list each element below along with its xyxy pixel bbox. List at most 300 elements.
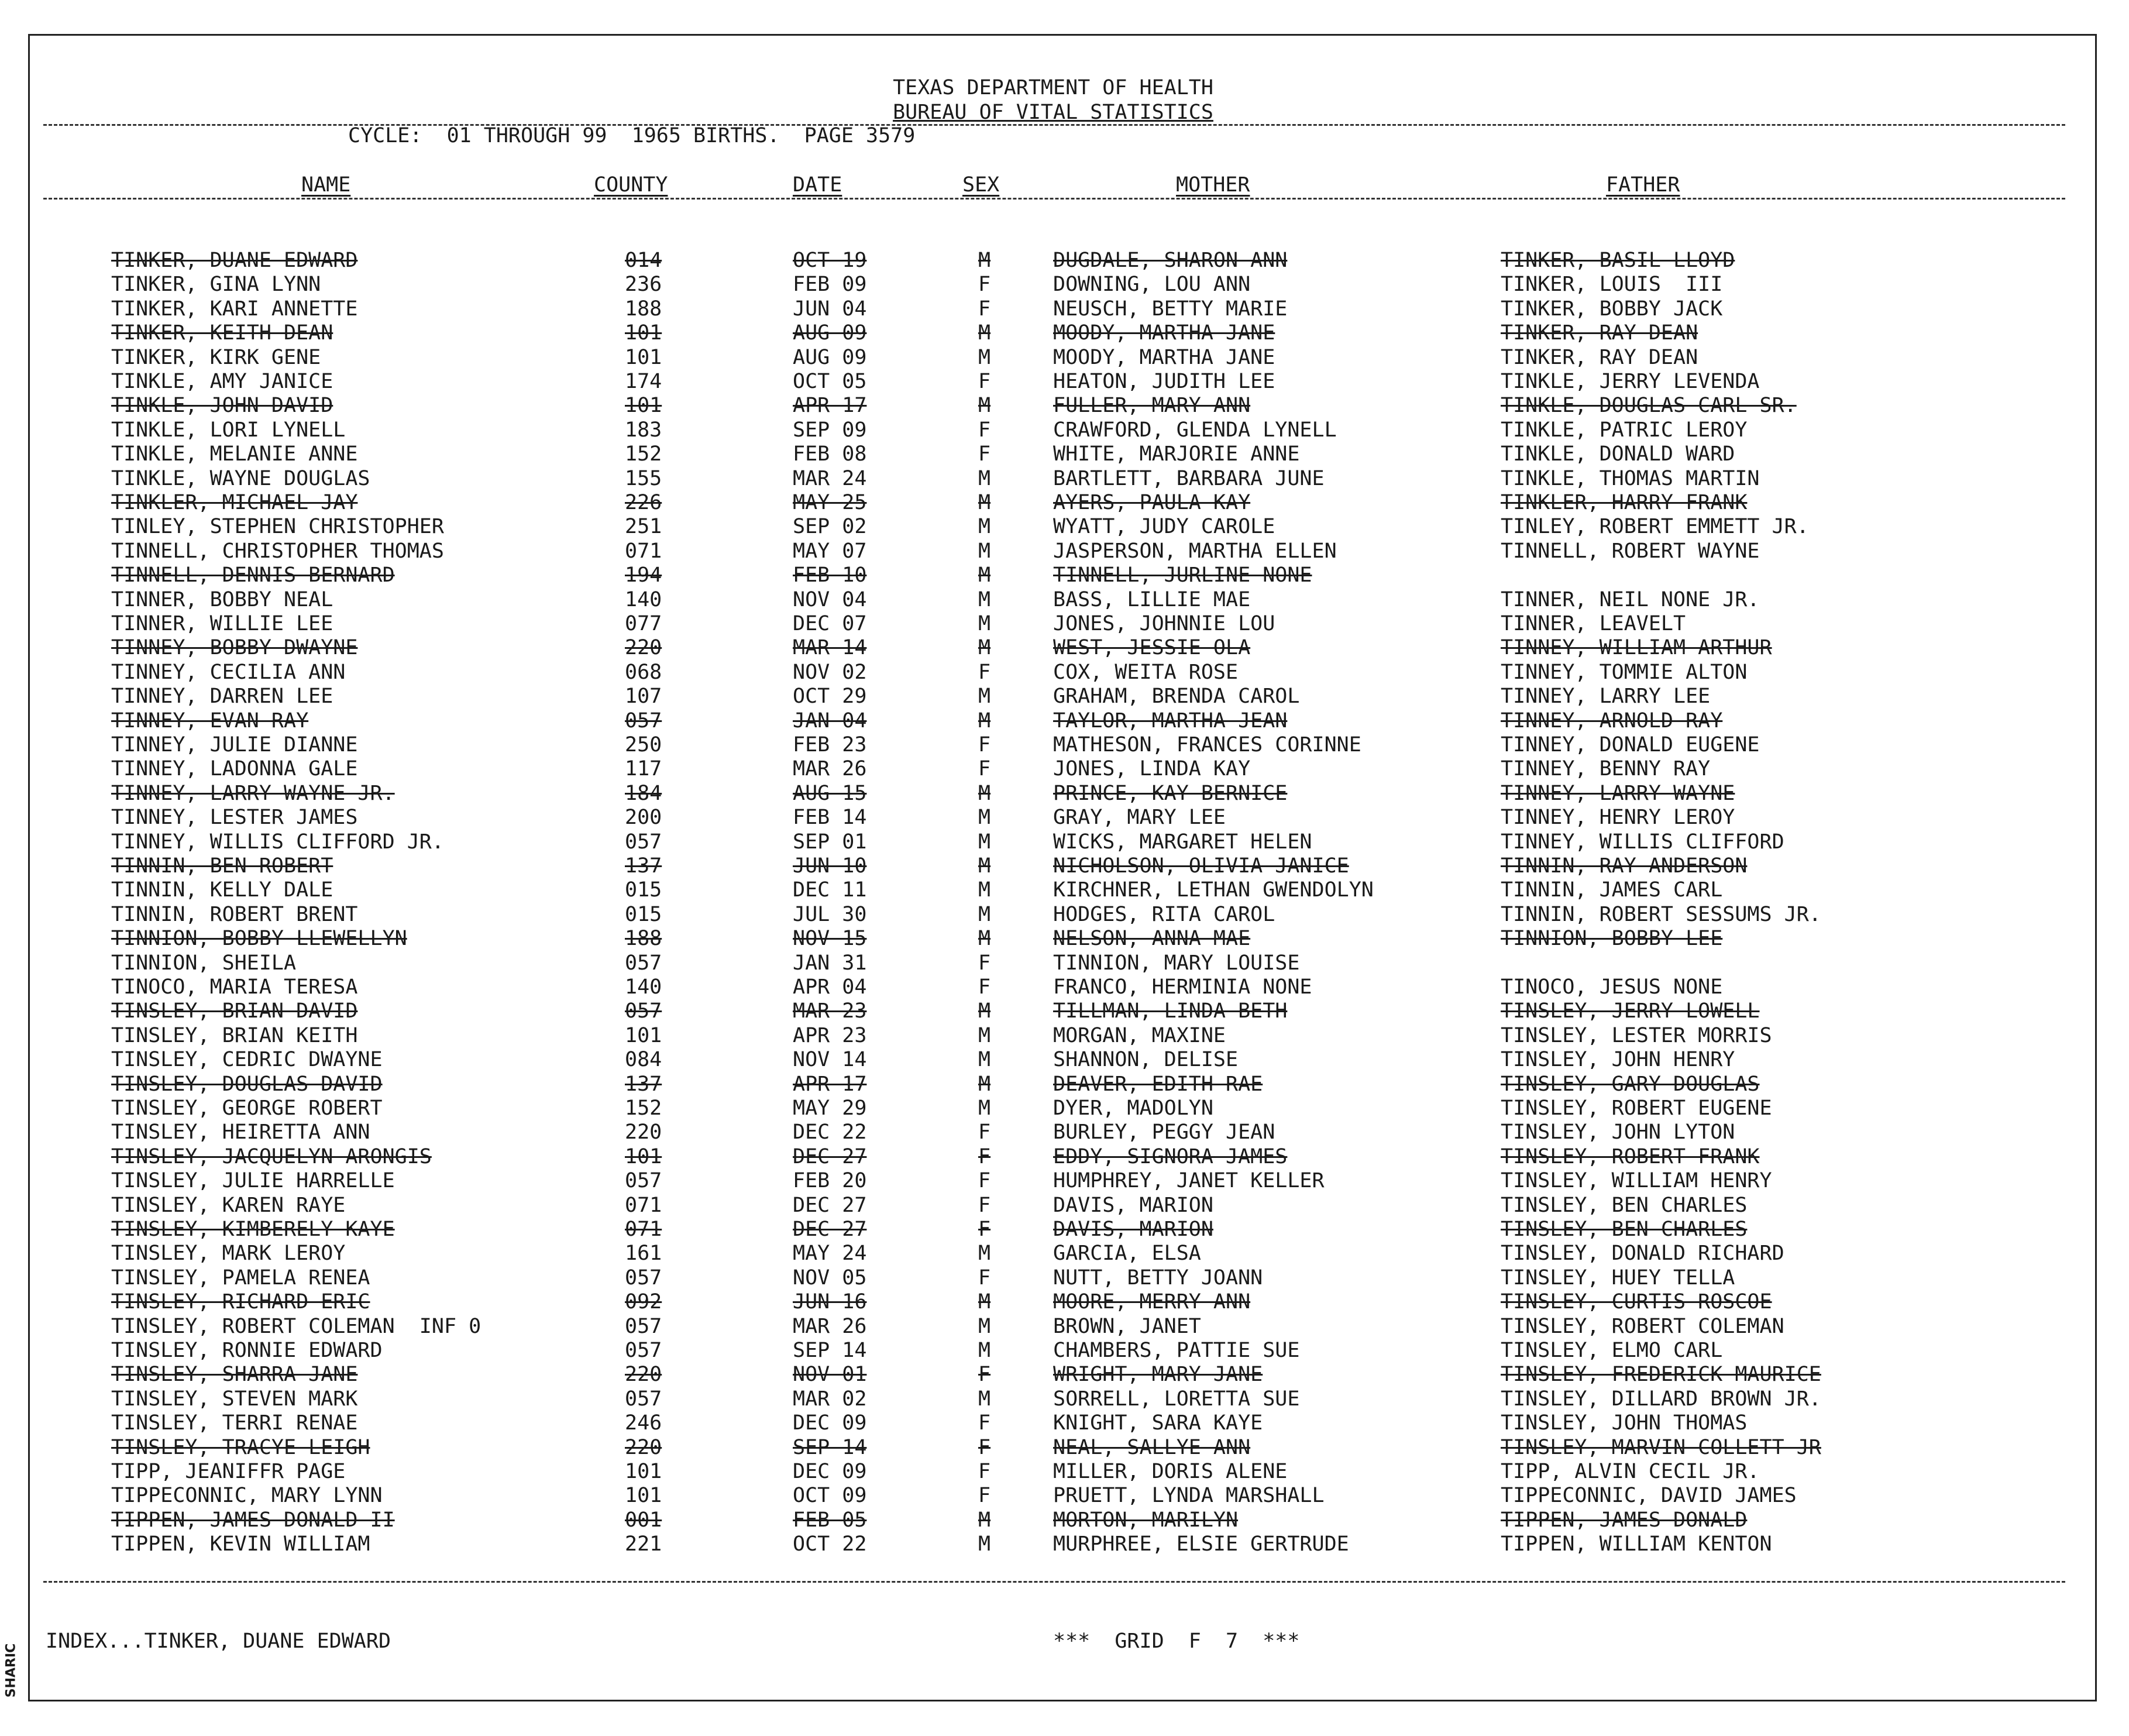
cell-county: 140 xyxy=(625,588,662,611)
cell-father: TINNEY, BENNY RAY xyxy=(1501,757,1711,781)
record-row xyxy=(0,1194,2106,1218)
cell-county: 101 xyxy=(625,346,662,369)
cell-sex: F xyxy=(978,1266,991,1290)
cell-name: TIPPEN, JAMES DONALD II xyxy=(111,1508,395,1532)
cell-father: TINKER, RAY DEAN xyxy=(1501,346,1698,369)
cell-name: TINNION, SHEILA xyxy=(111,951,297,975)
record-row xyxy=(0,1072,2106,1096)
cell-sex: F xyxy=(978,1145,991,1168)
cell-father: TINNER, NEIL NONE JR. xyxy=(1501,588,1760,611)
cell-date: MAR 23 xyxy=(793,999,867,1023)
record-row xyxy=(0,903,2106,927)
cell-father: TINSLEY, JOHN LYTON xyxy=(1501,1120,1735,1144)
cell-sex: F xyxy=(978,1411,991,1435)
cell-sex: M xyxy=(978,1532,991,1556)
cell-father: TINNEY, WILLIS CLIFFORD xyxy=(1501,830,1784,854)
cell-sex: M xyxy=(978,1072,991,1096)
cell-name: TINSLEY, GEORGE ROBERT xyxy=(111,1096,383,1120)
cell-county: 220 xyxy=(625,1363,662,1386)
cell-mother: MORGAN, MAXINE xyxy=(1053,1024,1226,1047)
cell-name: TINSLEY, JULIE HARRELLE xyxy=(111,1169,395,1192)
cell-father: TINKLE, PATRIC LEROY xyxy=(1501,418,1748,442)
record-row xyxy=(0,273,2106,297)
cell-county: 084 xyxy=(625,1048,662,1071)
cell-sex: M xyxy=(978,636,991,659)
cell-sex: M xyxy=(978,1024,991,1047)
cell-sex: M xyxy=(978,491,991,514)
cell-mother: BASS, LILLIE MAE xyxy=(1053,588,1251,611)
col-header-name: NAME xyxy=(301,173,351,197)
record-row xyxy=(0,782,2106,806)
cell-date: MAR 02 xyxy=(793,1387,867,1411)
record-row xyxy=(0,636,2106,660)
record-row xyxy=(0,1508,2106,1532)
record-row xyxy=(0,1460,2106,1484)
cell-name: TINSLEY, RICHARD ERIC xyxy=(111,1290,370,1314)
cell-mother: JONES, JOHNNIE LOU xyxy=(1053,612,1275,635)
cell-county: 152 xyxy=(625,442,662,466)
cell-sex: F xyxy=(978,1194,991,1217)
cell-sex: M xyxy=(978,999,991,1023)
record-row xyxy=(0,1145,2106,1169)
cell-sex: M xyxy=(978,1339,991,1362)
cell-county: 107 xyxy=(625,685,662,708)
cell-father: TINNEY, ARNOLD RAY xyxy=(1501,709,1723,733)
cell-date: SEP 02 xyxy=(793,515,867,538)
cell-date: FEB 10 xyxy=(793,563,867,587)
cell-county: 057 xyxy=(625,1315,662,1338)
cell-father: TINNIN, JAMES CARL xyxy=(1501,878,1723,902)
cell-name: TINSLEY, DOUGLAS DAVID xyxy=(111,1072,383,1096)
cell-mother: NEUSCH, BETTY MARIE xyxy=(1053,297,1288,321)
record-row xyxy=(0,951,2106,975)
cell-father: TINNIN, RAY ANDERSON xyxy=(1501,854,1748,878)
cell-date: JUN 04 xyxy=(793,297,867,321)
cell-mother: BROWN, JANET xyxy=(1053,1315,1201,1338)
cell-county: 015 xyxy=(625,878,662,902)
cell-sex: M xyxy=(978,1290,991,1314)
cell-sex: F xyxy=(978,975,991,999)
cell-name: TINSLEY, TRACYE LEIGH xyxy=(111,1436,370,1459)
cell-name: TINNEY, LADONNA GALE xyxy=(111,757,358,781)
cell-name: TINKER, GINA LYNN xyxy=(111,273,321,296)
cell-mother: MOODY, MARTHA JANE xyxy=(1053,321,1275,345)
cell-mother: GARCIA, ELSA xyxy=(1053,1242,1201,1265)
record-row xyxy=(0,612,2106,636)
cell-mother: WEST, JESSIE OLA xyxy=(1053,636,1251,659)
divider xyxy=(43,124,2065,126)
cell-sex: F xyxy=(978,370,991,393)
record-row xyxy=(0,1363,2106,1387)
cell-date: FEB 23 xyxy=(793,733,867,757)
cell-mother: TINNELL, JURLINE NONE xyxy=(1053,563,1312,587)
cell-father: TINNEY, HENRY LEROY xyxy=(1501,806,1735,829)
cell-date: OCT 09 xyxy=(793,1484,867,1507)
cell-county: 101 xyxy=(625,1460,662,1483)
cell-sex: F xyxy=(978,1218,991,1241)
cell-father: TINSLEY, HUEY TELLA xyxy=(1501,1266,1735,1290)
cell-name: TINNEY, LESTER JAMES xyxy=(111,806,358,829)
record-row xyxy=(0,806,2106,830)
cell-sex: M xyxy=(978,878,991,902)
record-row xyxy=(0,999,2106,1023)
cell-sex: M xyxy=(978,1508,991,1532)
cell-county: 220 xyxy=(625,636,662,659)
cell-date: MAY 29 xyxy=(793,1096,867,1120)
cell-name: TINSLEY, RONNIE EDWARD xyxy=(111,1339,383,1362)
cell-sex: M xyxy=(978,830,991,854)
cell-date: MAY 07 xyxy=(793,539,867,563)
cell-mother: MORTON, MARILYN xyxy=(1053,1508,1239,1532)
cell-father: TINSLEY, BEN CHARLES xyxy=(1501,1194,1748,1217)
cell-mother: PRINCE, KAY BERNICE xyxy=(1053,782,1288,805)
cell-sex: M xyxy=(978,1048,991,1071)
col-header-county: COUNTY xyxy=(594,173,668,197)
divider xyxy=(43,198,2065,200)
cell-mother: BURLEY, PEGGY JEAN xyxy=(1053,1120,1275,1144)
cell-mother: MILLER, DORIS ALENE xyxy=(1053,1460,1288,1483)
cell-date: NOV 02 xyxy=(793,661,867,684)
col-header-sex: SEX xyxy=(962,173,1000,197)
cell-county: 220 xyxy=(625,1120,662,1144)
cell-father: TINSLEY, FREDERICK MAURICE xyxy=(1501,1363,1821,1386)
cell-county: 071 xyxy=(625,539,662,563)
cell-name: TINSLEY, JACQUELYN ARONGIS xyxy=(111,1145,432,1168)
cell-name: TINSLEY, PAMELA RENEA xyxy=(111,1266,370,1290)
cell-county: 236 xyxy=(625,273,662,296)
cell-county: 101 xyxy=(625,1024,662,1047)
cell-date: NOV 04 xyxy=(793,588,867,611)
cell-mother: NELSON, ANNA MAE xyxy=(1053,927,1251,950)
cell-county: 184 xyxy=(625,782,662,805)
cell-sex: M xyxy=(978,1387,991,1411)
cell-mother: KIRCHNER, LETHAN GWENDOLYN xyxy=(1053,878,1374,902)
cell-father: TINSLEY, BEN CHARLES xyxy=(1501,1218,1748,1241)
cell-father: TINSLEY, JOHN THOMAS xyxy=(1501,1411,1748,1435)
cell-name: TINSLEY, HEIRETTA ANN xyxy=(111,1120,370,1144)
cell-mother: COX, WEITA ROSE xyxy=(1053,661,1239,684)
cell-name: TINNEY, LARRY WAYNE JR. xyxy=(111,782,395,805)
cell-date: FEB 08 xyxy=(793,442,867,466)
cell-father: TIPPECONNIC, DAVID JAMES xyxy=(1501,1484,1797,1507)
cell-mother: WYATT, JUDY CAROLE xyxy=(1053,515,1275,538)
record-row xyxy=(0,297,2106,321)
cell-mother: KNIGHT, SARA KAYE xyxy=(1053,1411,1263,1435)
cell-name: TINNEY, JULIE DIANNE xyxy=(111,733,358,757)
cell-county: 057 xyxy=(625,1169,662,1192)
record-row xyxy=(0,1048,2106,1072)
cell-name: TIPP, JEANIFFR PAGE xyxy=(111,1460,346,1483)
cell-mother: SHANNON, DELISE xyxy=(1053,1048,1239,1071)
cell-father: TINNEY, LARRY LEE xyxy=(1501,685,1711,708)
cell-mother: NUTT, BETTY JOANN xyxy=(1053,1266,1263,1290)
record-row xyxy=(0,1120,2106,1144)
cell-father: TINSLEY, JOHN HENRY xyxy=(1501,1048,1735,1071)
record-row xyxy=(0,1436,2106,1460)
cell-date: FEB 09 xyxy=(793,273,867,296)
record-row xyxy=(0,709,2106,733)
cell-mother: JASPERSON, MARTHA ELLEN xyxy=(1053,539,1337,563)
footer-index: INDEX...TINKER, DUANE EDWARD xyxy=(46,1630,391,1653)
cell-date: NOV 01 xyxy=(793,1363,867,1386)
record-row xyxy=(0,563,2106,587)
cell-sex: F xyxy=(978,1436,991,1459)
cell-date: JAN 04 xyxy=(793,709,867,733)
record-row xyxy=(0,733,2106,757)
cell-county: 188 xyxy=(625,297,662,321)
cell-name: TINSLEY, SHARRA JANE xyxy=(111,1363,358,1386)
record-row xyxy=(0,685,2106,709)
cell-date: SEP 09 xyxy=(793,418,867,442)
cell-county: 057 xyxy=(625,1387,662,1411)
cell-sex: M xyxy=(978,346,991,369)
cell-name: TIPPEN, KEVIN WILLIAM xyxy=(111,1532,370,1556)
cell-county: 014 xyxy=(625,249,662,272)
record-row xyxy=(0,661,2106,685)
cell-mother: FULLER, MARY ANN xyxy=(1053,394,1251,417)
cell-county: 220 xyxy=(625,1436,662,1459)
record-row xyxy=(0,1218,2106,1242)
cell-mother: DEAVER, EDITH RAE xyxy=(1053,1072,1263,1096)
record-row xyxy=(0,467,2106,491)
cell-father: TINSLEY, ROBERT FRANK xyxy=(1501,1145,1760,1168)
cell-county: 015 xyxy=(625,903,662,926)
cell-mother: TINNION, MARY LOUISE xyxy=(1053,951,1300,975)
cell-sex: F xyxy=(978,1363,991,1386)
cell-father: TINKLE, THOMAS MARTIN xyxy=(1501,467,1760,490)
cell-county: 057 xyxy=(625,709,662,733)
cell-mother: WICKS, MARGARET HELEN xyxy=(1053,830,1312,854)
record-row xyxy=(0,321,2106,345)
cell-name: TINKER, KEITH DEAN xyxy=(111,321,333,345)
cell-father: TINSLEY, ROBERT COLEMAN xyxy=(1501,1315,1784,1338)
cell-father: TIPP, ALVIN CECIL JR. xyxy=(1501,1460,1760,1483)
cell-mother: FRANCO, HERMINIA NONE xyxy=(1053,975,1312,999)
cell-name: TINKLE, JOHN DAVID xyxy=(111,394,333,417)
cell-date: AUG 09 xyxy=(793,321,867,345)
cell-sex: M xyxy=(978,321,991,345)
cell-mother: DUGDALE, SHARON ANN xyxy=(1053,249,1288,272)
cell-county: 057 xyxy=(625,999,662,1023)
cell-date: NOV 15 xyxy=(793,927,867,950)
cell-date: APR 23 xyxy=(793,1024,867,1047)
record-row xyxy=(0,927,2106,951)
cell-date: DEC 27 xyxy=(793,1145,867,1168)
cell-county: 188 xyxy=(625,927,662,950)
cell-mother: GRAY, MARY LEE xyxy=(1053,806,1226,829)
cell-name: TINKER, DUANE EDWARD xyxy=(111,249,358,272)
department-title: TEXAS DEPARTMENT OF HEALTH xyxy=(893,76,1213,99)
cell-date: NOV 14 xyxy=(793,1048,867,1071)
cell-mother: DAVIS, MARION xyxy=(1053,1218,1213,1241)
record-row xyxy=(0,757,2106,781)
cell-name: TINNIN, KELLY DALE xyxy=(111,878,333,902)
cell-date: DEC 07 xyxy=(793,612,867,635)
cell-county: 194 xyxy=(625,563,662,587)
cell-name: TINNEY, EVAN RAY xyxy=(111,709,309,733)
cell-county: 174 xyxy=(625,370,662,393)
cell-name: TINKLE, MELANIE ANNE xyxy=(111,442,358,466)
cell-county: 101 xyxy=(625,1145,662,1168)
cell-date: DEC 22 xyxy=(793,1120,867,1144)
cell-county: 251 xyxy=(625,515,662,538)
cell-father: TINSLEY, DONALD RICHARD xyxy=(1501,1242,1784,1265)
cell-sex: F xyxy=(978,757,991,781)
cell-mother: HODGES, RITA CAROL xyxy=(1053,903,1275,926)
record-row xyxy=(0,1315,2106,1339)
cell-name: TINKLE, LORI LYNELL xyxy=(111,418,346,442)
record-row xyxy=(0,418,2106,442)
cell-name: TINSLEY, KIMBERELY KAYE xyxy=(111,1218,395,1241)
cell-mother: HEATON, JUDITH LEE xyxy=(1053,370,1275,393)
cell-sex: F xyxy=(978,418,991,442)
cell-sex: M xyxy=(978,588,991,611)
cell-date: MAY 24 xyxy=(793,1242,867,1265)
cell-sex: F xyxy=(978,661,991,684)
record-row xyxy=(0,1411,2106,1435)
cell-name: TINNEY, BOBBY DWAYNE xyxy=(111,636,358,659)
cell-date: OCT 05 xyxy=(793,370,867,393)
record-row xyxy=(0,1532,2106,1556)
cell-name: TINKLER, MICHAEL JAY xyxy=(111,491,358,514)
cell-sex: M xyxy=(978,515,991,538)
cell-county: 161 xyxy=(625,1242,662,1265)
record-row xyxy=(0,1169,2106,1193)
cell-sex: F xyxy=(978,273,991,296)
cell-mother: TAYLOR, MARTHA JEAN xyxy=(1053,709,1288,733)
cell-sex: F xyxy=(978,733,991,757)
cell-sex: M xyxy=(978,612,991,635)
cell-father: TINKLE, JERRY LEVENDA xyxy=(1501,370,1760,393)
record-row xyxy=(0,1266,2106,1290)
record-row xyxy=(0,878,2106,902)
cell-county: 077 xyxy=(625,612,662,635)
cell-sex: F xyxy=(978,442,991,466)
cell-county: 117 xyxy=(625,757,662,781)
cell-county: 137 xyxy=(625,854,662,878)
cell-county: 071 xyxy=(625,1218,662,1241)
record-row xyxy=(0,539,2106,563)
cell-mother: AYERS, PAULA KAY xyxy=(1053,491,1251,514)
cell-sex: F xyxy=(978,1169,991,1192)
cell-father: TINSLEY, WILLIAM HENRY xyxy=(1501,1169,1772,1192)
cell-county: 101 xyxy=(625,321,662,345)
cell-sex: M xyxy=(978,685,991,708)
cell-father: TINSLEY, ROBERT EUGENE xyxy=(1501,1096,1772,1120)
cell-county: 246 xyxy=(625,1411,662,1435)
record-row xyxy=(0,588,2106,612)
cell-date: SEP 14 xyxy=(793,1339,867,1362)
cell-mother: DOWNING, LOU ANN xyxy=(1053,273,1251,296)
cell-county: 057 xyxy=(625,1339,662,1362)
record-row xyxy=(0,370,2106,394)
cell-name: TINKLE, WAYNE DOUGLAS xyxy=(111,467,370,490)
cell-father: TIPPEN, WILLIAM KENTON xyxy=(1501,1532,1772,1556)
cell-date: NOV 05 xyxy=(793,1266,867,1290)
record-row xyxy=(0,515,2106,539)
cell-father: TINSLEY, JERRY LOWELL xyxy=(1501,999,1760,1023)
record-row xyxy=(0,491,2106,515)
cell-sex: M xyxy=(978,563,991,587)
col-header-father: FATHER xyxy=(1606,173,1680,197)
cell-date: DEC 09 xyxy=(793,1411,867,1435)
cell-date: JUN 16 xyxy=(793,1290,867,1314)
record-row xyxy=(0,975,2106,999)
cell-name: TINNER, BOBBY NEAL xyxy=(111,588,333,611)
cell-date: JUL 30 xyxy=(793,903,867,926)
record-row xyxy=(0,1484,2106,1508)
cell-mother: SORRELL, LORETTA SUE xyxy=(1053,1387,1300,1411)
cell-date: SEP 14 xyxy=(793,1436,867,1459)
cell-father: TINNION, BOBBY LEE xyxy=(1501,927,1723,950)
record-row xyxy=(0,394,2106,418)
cell-father: TINNELL, ROBERT WAYNE xyxy=(1501,539,1760,563)
record-row xyxy=(0,1290,2106,1314)
cell-mother: WHITE, MARJORIE ANNE xyxy=(1053,442,1300,466)
cell-date: APR 17 xyxy=(793,394,867,417)
col-header-mother: MOTHER xyxy=(1176,173,1250,197)
cell-name: TINNIN, ROBERT BRENT xyxy=(111,903,358,926)
cell-mother: CHAMBERS, PATTIE SUE xyxy=(1053,1339,1300,1362)
cell-sex: M xyxy=(978,903,991,926)
cell-date: OCT 22 xyxy=(793,1532,867,1556)
cell-sex: M xyxy=(978,467,991,490)
cell-mother: JONES, LINDA KAY xyxy=(1053,757,1251,781)
cell-sex: F xyxy=(978,297,991,321)
cell-father: TINSLEY, CURTIS ROSCOE xyxy=(1501,1290,1772,1314)
cell-date: DEC 27 xyxy=(793,1218,867,1241)
side-label: SHARIC xyxy=(4,1643,19,1698)
cell-date: JUN 10 xyxy=(793,854,867,878)
cell-sex: M xyxy=(978,854,991,878)
cell-father: TINSLEY, DILLARD BROWN JR. xyxy=(1501,1387,1821,1411)
cell-sex: M xyxy=(978,1242,991,1265)
cell-name: TINSLEY, TERRI RENAE xyxy=(111,1411,358,1435)
cell-name: TINSLEY, STEVEN MARK xyxy=(111,1387,358,1411)
cell-date: MAR 24 xyxy=(793,467,867,490)
cell-county: 001 xyxy=(625,1508,662,1532)
cell-date: APR 04 xyxy=(793,975,867,999)
record-row xyxy=(0,854,2106,878)
record-row xyxy=(0,1242,2106,1266)
cell-father: TINKER, BASIL LLOYD xyxy=(1501,249,1735,272)
record-row xyxy=(0,830,2106,854)
cell-name: TINSLEY, ROBERT COLEMAN INF 0 xyxy=(111,1315,481,1338)
cell-father: TINKER, RAY DEAN xyxy=(1501,321,1698,345)
cell-father: TINKER, BOBBY JACK xyxy=(1501,297,1723,321)
cell-sex: M xyxy=(978,394,991,417)
cell-date: SEP 01 xyxy=(793,830,867,854)
cell-father: TINNIN, ROBERT SESSUMS JR. xyxy=(1501,903,1821,926)
cell-name: TINSLEY, CEDRIC DWAYNE xyxy=(111,1048,383,1071)
cell-father: TINKLER, HARRY FRANK xyxy=(1501,491,1748,514)
cell-mother: CRAWFORD, GLENDA LYNELL xyxy=(1053,418,1337,442)
record-row xyxy=(0,1096,2106,1120)
cell-county: 068 xyxy=(625,661,662,684)
col-header-date: DATE xyxy=(793,173,842,197)
cell-mother: EDDY, SIGNORA JAMES xyxy=(1053,1145,1288,1168)
cell-date: MAR 14 xyxy=(793,636,867,659)
cell-mother: PRUETT, LYNDA MARSHALL xyxy=(1053,1484,1325,1507)
cell-mother: BARTLETT, BARBARA JUNE xyxy=(1053,467,1325,490)
cell-sex: M xyxy=(978,782,991,805)
record-row xyxy=(0,1387,2106,1411)
cell-county: 221 xyxy=(625,1532,662,1556)
cell-mother: MOODY, MARTHA JANE xyxy=(1053,346,1275,369)
record-row xyxy=(0,346,2106,370)
cell-father: TINOCO, JESUS NONE xyxy=(1501,975,1723,999)
cell-mother: HUMPHREY, JANET KELLER xyxy=(1053,1169,1325,1192)
